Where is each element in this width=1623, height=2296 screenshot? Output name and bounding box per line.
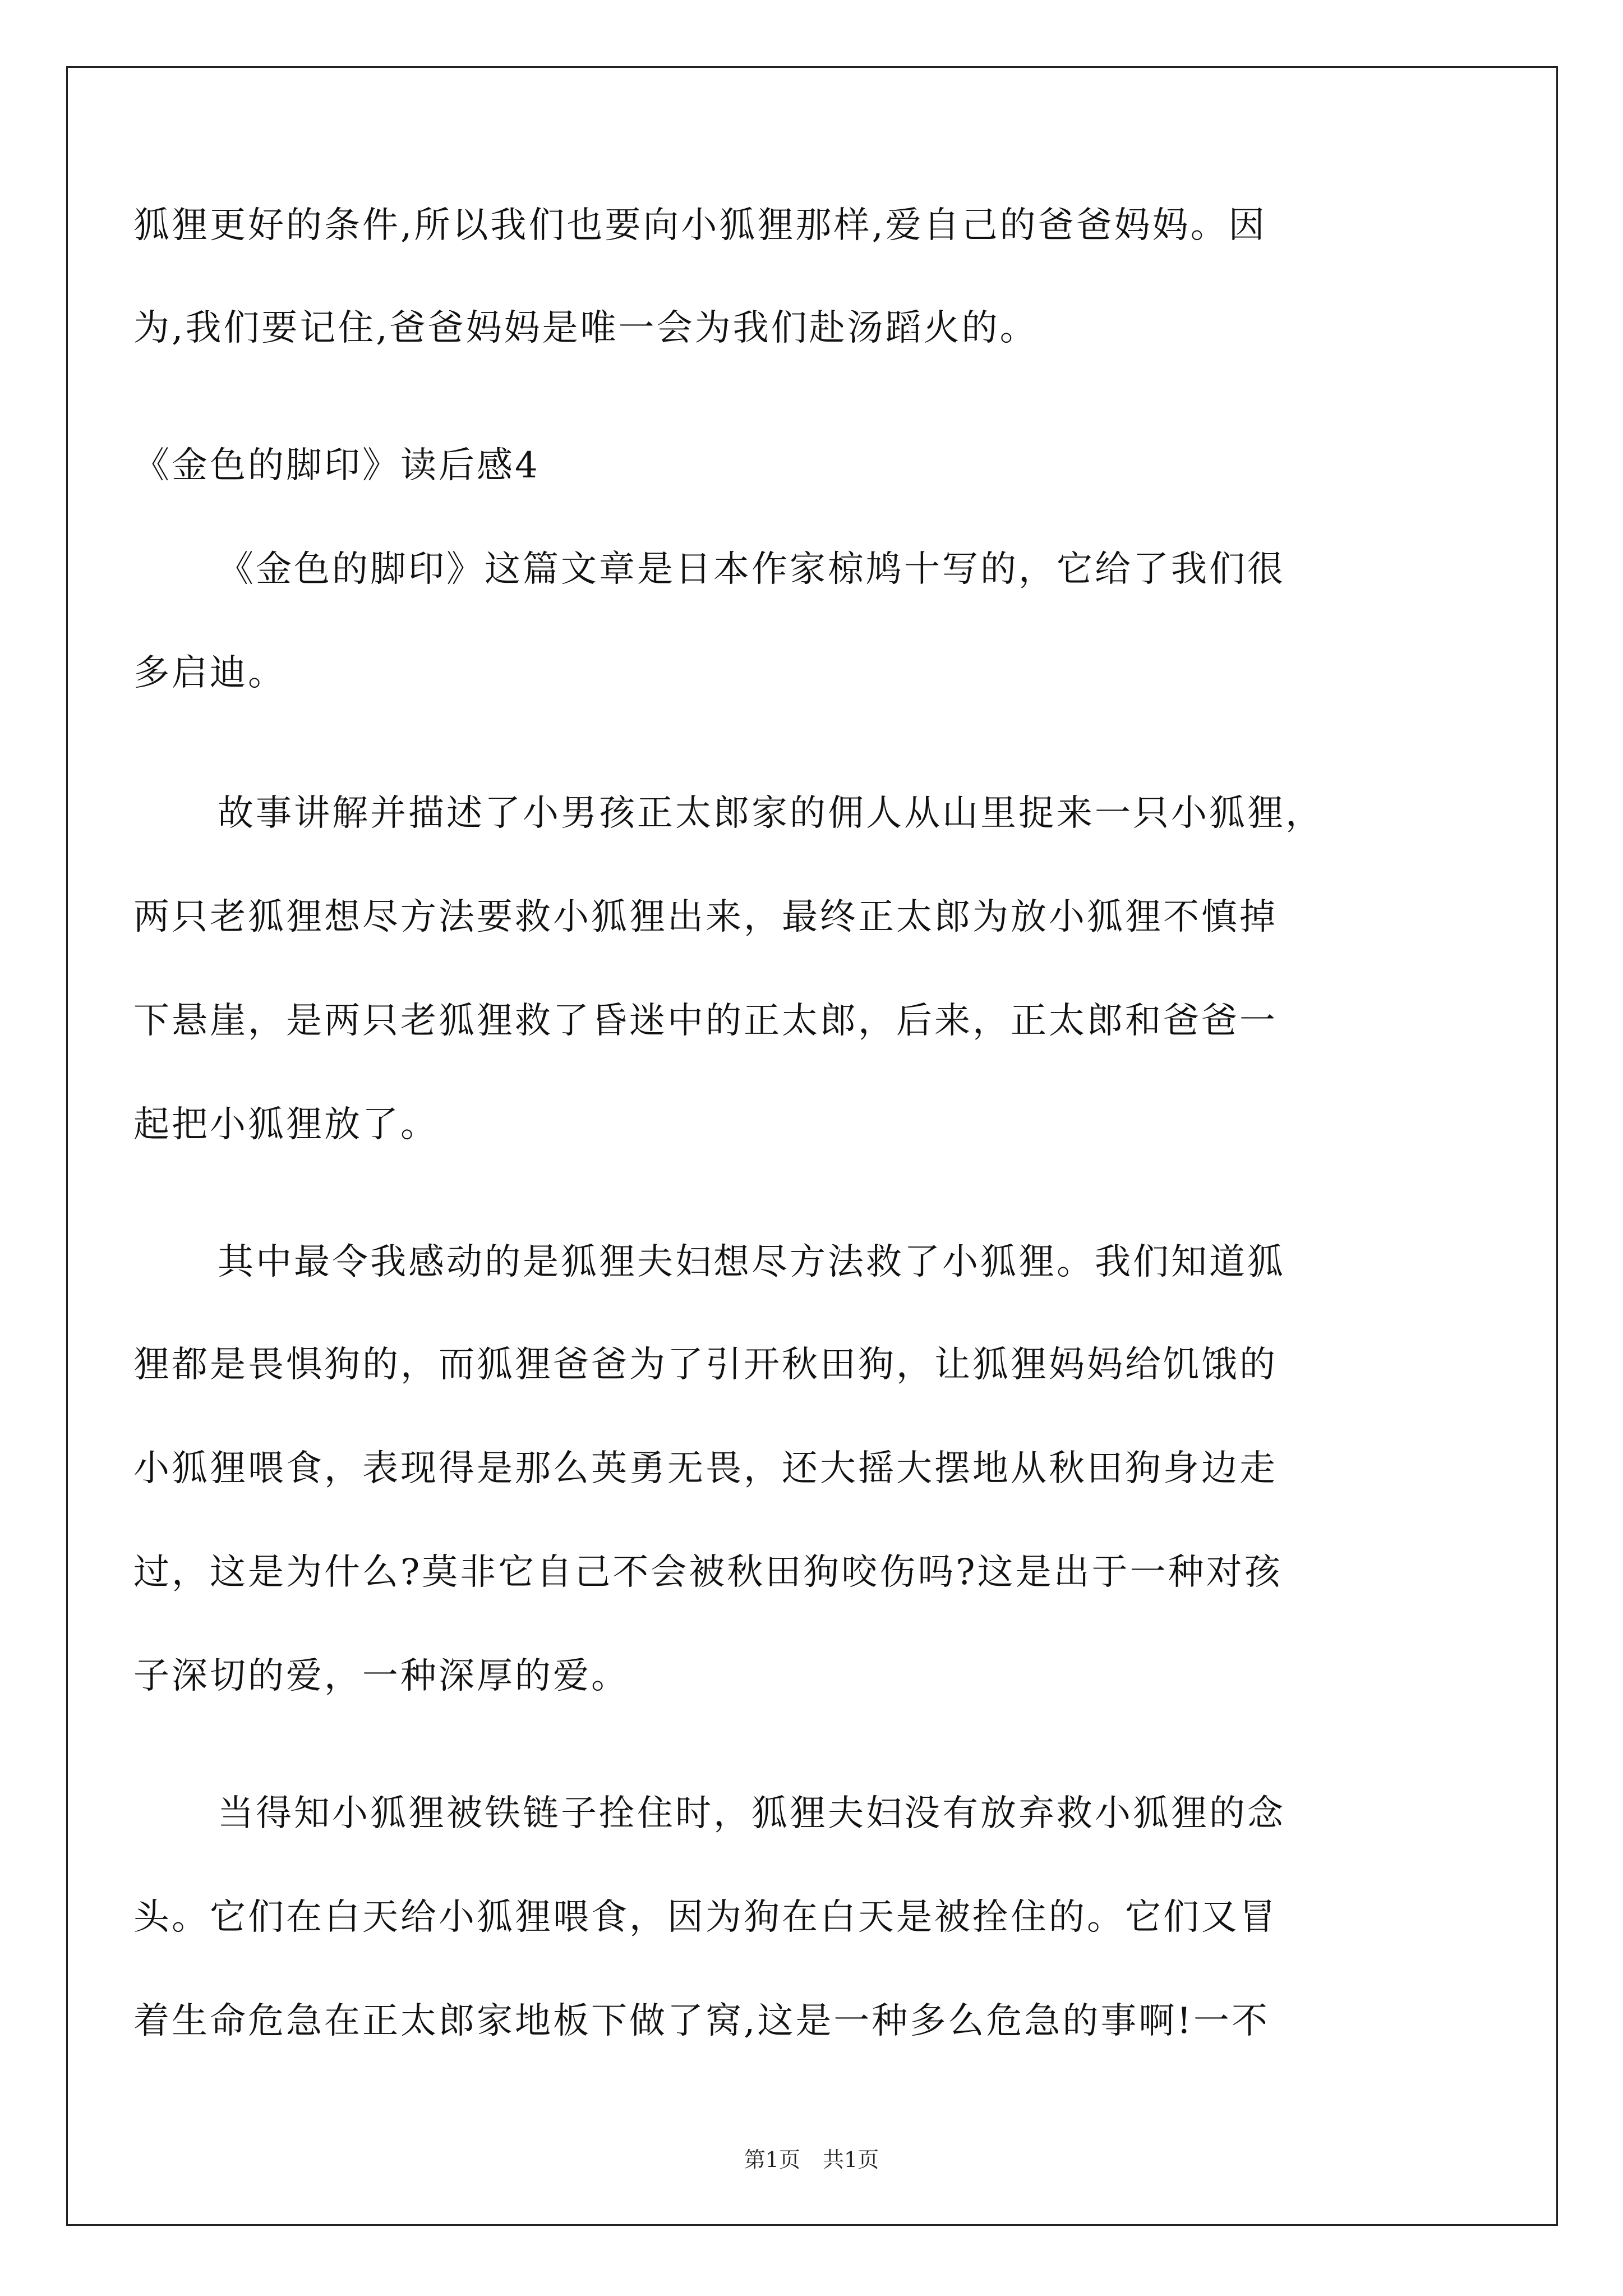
paragraph-first-line: 其中最令我感动的是狐狸夫妇想尽方法救了小狐狸。我们知道狐 (218, 1241, 1285, 1283)
page-footer (0, 2146, 1623, 2174)
text-line: 头。它们在白天给小狐狸喂食，因为狗在白天是被拴住的。它们又冒 (133, 1897, 1278, 1938)
text-line: 着生命危急在正太郎家地板下做了窝,这是一种多么危急的事啊!一不 (133, 2000, 1270, 2042)
paragraph-first-line: 当得知小狐狸被铁链子拴住时，狐狸夫妇没有放弃救小狐狸的念 (218, 1793, 1285, 1834)
paragraph-first-line: 故事讲解并描述了小男孩正太郎家的佣人从山里捉来一只小狐狸， (218, 793, 1324, 834)
text-line: 过，这是为什么?莫非它自己不会被秋田狗咬伤吗?这是出于一种对孩 (133, 1552, 1283, 1593)
text-line: 为,我们要记住,爸爸妈妈是唯一会为我们赴汤蹈火的。 (133, 307, 1038, 349)
text-line: 起把小狐狸放了。 (133, 1104, 439, 1145)
paragraph-first-line: 《金色的脚印》这篇文章是日本作家椋鸠十写的，它给了我们很 (218, 549, 1285, 590)
text-line: 狐狸更好的条件,所以我们也要向小狐狸那样,爱自己的爸爸妈妈。因 (133, 205, 1267, 246)
text-line: 子深切的爱，一种深厚的爱。 (133, 1655, 629, 1697)
section-heading: 《金色的脚印》读后感4 (133, 445, 540, 486)
text-line: 狸都是畏惧狗的，而狐狸爸爸为了引开秋田狗，让狐狸妈妈给饥饿的 (133, 1344, 1278, 1386)
page-total: 共1页 (823, 2147, 879, 2172)
text-line: 多启迪。 (133, 652, 286, 694)
text-line: 两只老狐狸想尽方法要救小狐狸出来，最终正太郎为放小狐狸不慎掉 (133, 896, 1278, 938)
text-line: 下悬崖，是两只老狐狸救了昏迷中的正太郎，后来，正太郎和爸爸一 (133, 1000, 1278, 1042)
text-line: 小狐狸喂食，表现得是那么英勇无畏，还大摇大摆地从秋田狗身边走 (133, 1448, 1278, 1489)
page-number: 第1页 (744, 2147, 800, 2172)
